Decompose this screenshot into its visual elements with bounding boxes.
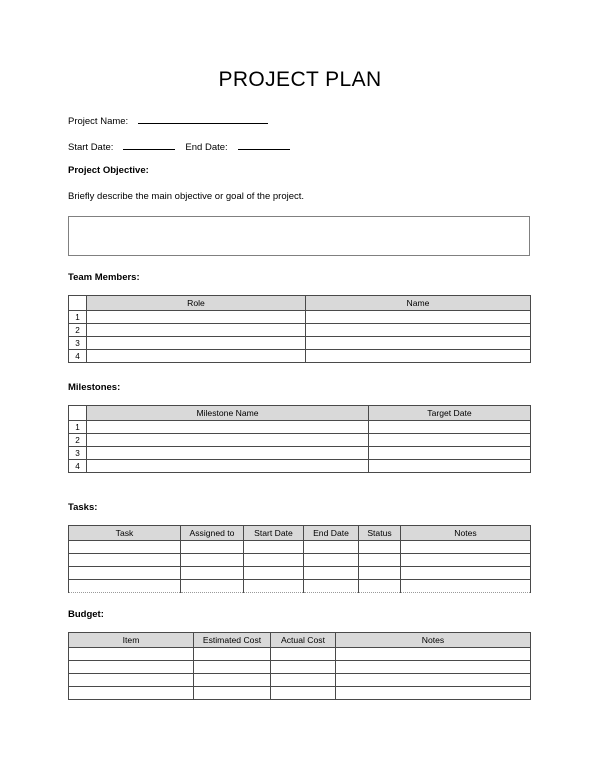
task-notes-cell[interactable] [401, 580, 531, 593]
table-row [69, 324, 531, 337]
task-status-cell[interactable] [359, 580, 401, 593]
project-name-input[interactable] [138, 113, 268, 124]
budget-table [68, 632, 531, 700]
project-objective-instruction: Briefly describe the main objective or goal of the project. [68, 191, 305, 202]
table-row [69, 687, 531, 700]
budget-notes-cell[interactable] [336, 661, 531, 674]
project-objective-input[interactable] [68, 216, 530, 256]
milestones-col-target-date: Target Date [369, 406, 531, 421]
task-assigned-to-cell[interactable] [181, 554, 244, 567]
team-members-table [68, 295, 531, 363]
task-cell[interactable] [69, 580, 181, 593]
budget-heading: Budget: [68, 609, 104, 620]
start-date-label: Start Date: [68, 142, 114, 153]
row-number: 4 [69, 350, 87, 363]
task-end-date-cell[interactable] [304, 580, 359, 593]
end-date-input[interactable] [238, 139, 290, 150]
table-row [69, 421, 531, 434]
tasks-heading: Tasks: [68, 502, 98, 513]
milestones-col-milestone-name: Milestone Name [87, 406, 369, 421]
table-row [69, 541, 531, 554]
table-header-row [69, 296, 531, 311]
team-member-name-cell[interactable] [306, 324, 531, 337]
table-row [69, 447, 531, 460]
budget-col-actual-cost: Actual Cost [271, 633, 336, 648]
task-status-cell[interactable] [359, 541, 401, 554]
table-row [69, 674, 531, 687]
table-row [69, 554, 531, 567]
budget-actual-cost-cell[interactable] [271, 687, 336, 700]
budget-col-estimated-cost: Estimated Cost [194, 633, 271, 648]
task-assigned-to-cell[interactable] [181, 541, 244, 554]
table-row [69, 567, 531, 580]
task-assigned-to-cell[interactable] [181, 567, 244, 580]
task-start-date-cell[interactable] [244, 554, 304, 567]
budget-estimated-cost-cell[interactable] [194, 648, 271, 661]
milestones-heading: Milestones: [68, 382, 121, 393]
team-members-heading: Team Members: [68, 272, 140, 283]
budget-actual-cost-cell[interactable] [271, 648, 336, 661]
team-member-role-cell[interactable] [87, 337, 306, 350]
team-member-role-cell[interactable] [87, 324, 306, 337]
tasks-col-notes: Notes [401, 526, 531, 541]
tasks-table [68, 525, 531, 593]
budget-notes-cell[interactable] [336, 687, 531, 700]
table-row [69, 350, 531, 363]
milestones-col-number [69, 406, 87, 421]
budget-estimated-cost-cell[interactable] [194, 687, 271, 700]
team-member-name-cell[interactable] [306, 311, 531, 324]
table-row [69, 648, 531, 661]
budget-notes-cell[interactable] [336, 674, 531, 687]
tasks-col-status: Status [359, 526, 401, 541]
milestone-target-date-cell[interactable] [369, 460, 531, 473]
task-start-date-cell[interactable] [244, 580, 304, 593]
milestones-table [68, 405, 531, 473]
budget-notes-cell[interactable] [336, 648, 531, 661]
task-notes-cell[interactable] [401, 567, 531, 580]
project-name-field [68, 113, 268, 127]
task-assigned-to-cell[interactable] [181, 580, 244, 593]
task-start-date-cell[interactable] [244, 567, 304, 580]
table-header-row [69, 406, 531, 421]
table-row [69, 311, 531, 324]
budget-item-cell[interactable] [69, 687, 194, 700]
team-members-col-role: Role [87, 296, 306, 311]
team-members-col-number [69, 296, 87, 311]
project-name-label: Project Name: [68, 116, 129, 127]
table-row [69, 337, 531, 350]
milestone-target-date-cell[interactable] [369, 434, 531, 447]
task-cell[interactable] [69, 567, 181, 580]
row-number: 3 [69, 447, 87, 460]
task-cell[interactable] [69, 541, 181, 554]
row-number: 1 [69, 421, 87, 434]
budget-item-cell[interactable] [69, 648, 194, 661]
row-number: 2 [69, 434, 87, 447]
team-member-name-cell[interactable] [306, 337, 531, 350]
table-header-row [69, 633, 531, 648]
table-row [69, 434, 531, 447]
team-member-name-cell[interactable] [306, 350, 531, 363]
team-member-role-cell[interactable] [87, 350, 306, 363]
team-member-role-cell[interactable] [87, 311, 306, 324]
budget-actual-cost-cell[interactable] [271, 661, 336, 674]
budget-estimated-cost-cell[interactable] [194, 661, 271, 674]
team-members-col-name: Name [306, 296, 531, 311]
task-status-cell[interactable] [359, 567, 401, 580]
milestone-target-date-cell[interactable] [369, 447, 531, 460]
task-notes-cell[interactable] [401, 554, 531, 567]
milestone-target-date-cell[interactable] [369, 421, 531, 434]
table-row [69, 580, 531, 593]
table-row [69, 661, 531, 674]
budget-item-cell[interactable] [69, 661, 194, 674]
milestone-name-cell[interactable] [87, 447, 369, 460]
tasks-col-assigned-to: Assigned to [181, 526, 244, 541]
milestone-name-cell[interactable] [87, 434, 369, 447]
task-status-cell[interactable] [359, 554, 401, 567]
row-number: 4 [69, 460, 87, 473]
page-title: PROJECT PLAN [218, 68, 382, 91]
task-notes-cell[interactable] [401, 541, 531, 554]
end-date-label: End Date: [185, 142, 228, 153]
date-fields [68, 139, 290, 153]
tasks-col-end-date: End Date [304, 526, 359, 541]
task-cell[interactable] [69, 554, 181, 567]
table-row [69, 460, 531, 473]
task-end-date-cell[interactable] [304, 554, 359, 567]
task-end-date-cell[interactable] [304, 541, 359, 554]
row-number: 2 [69, 324, 87, 337]
tasks-col-start-date: Start Date [244, 526, 304, 541]
budget-actual-cost-cell[interactable] [271, 674, 336, 687]
row-number: 3 [69, 337, 87, 350]
tasks-col-task: Task [69, 526, 181, 541]
budget-item-cell[interactable] [69, 674, 194, 687]
task-start-date-cell[interactable] [244, 541, 304, 554]
budget-col-item: Item [69, 633, 194, 648]
row-number: 1 [69, 311, 87, 324]
table-header-row [69, 526, 531, 541]
budget-col-notes: Notes [336, 633, 531, 648]
milestone-name-cell[interactable] [87, 460, 369, 473]
milestone-name-cell[interactable] [87, 421, 369, 434]
task-end-date-cell[interactable] [304, 567, 359, 580]
project-objective-heading: Project Objective: [68, 165, 149, 176]
start-date-input[interactable] [123, 139, 175, 150]
budget-estimated-cost-cell[interactable] [194, 674, 271, 687]
